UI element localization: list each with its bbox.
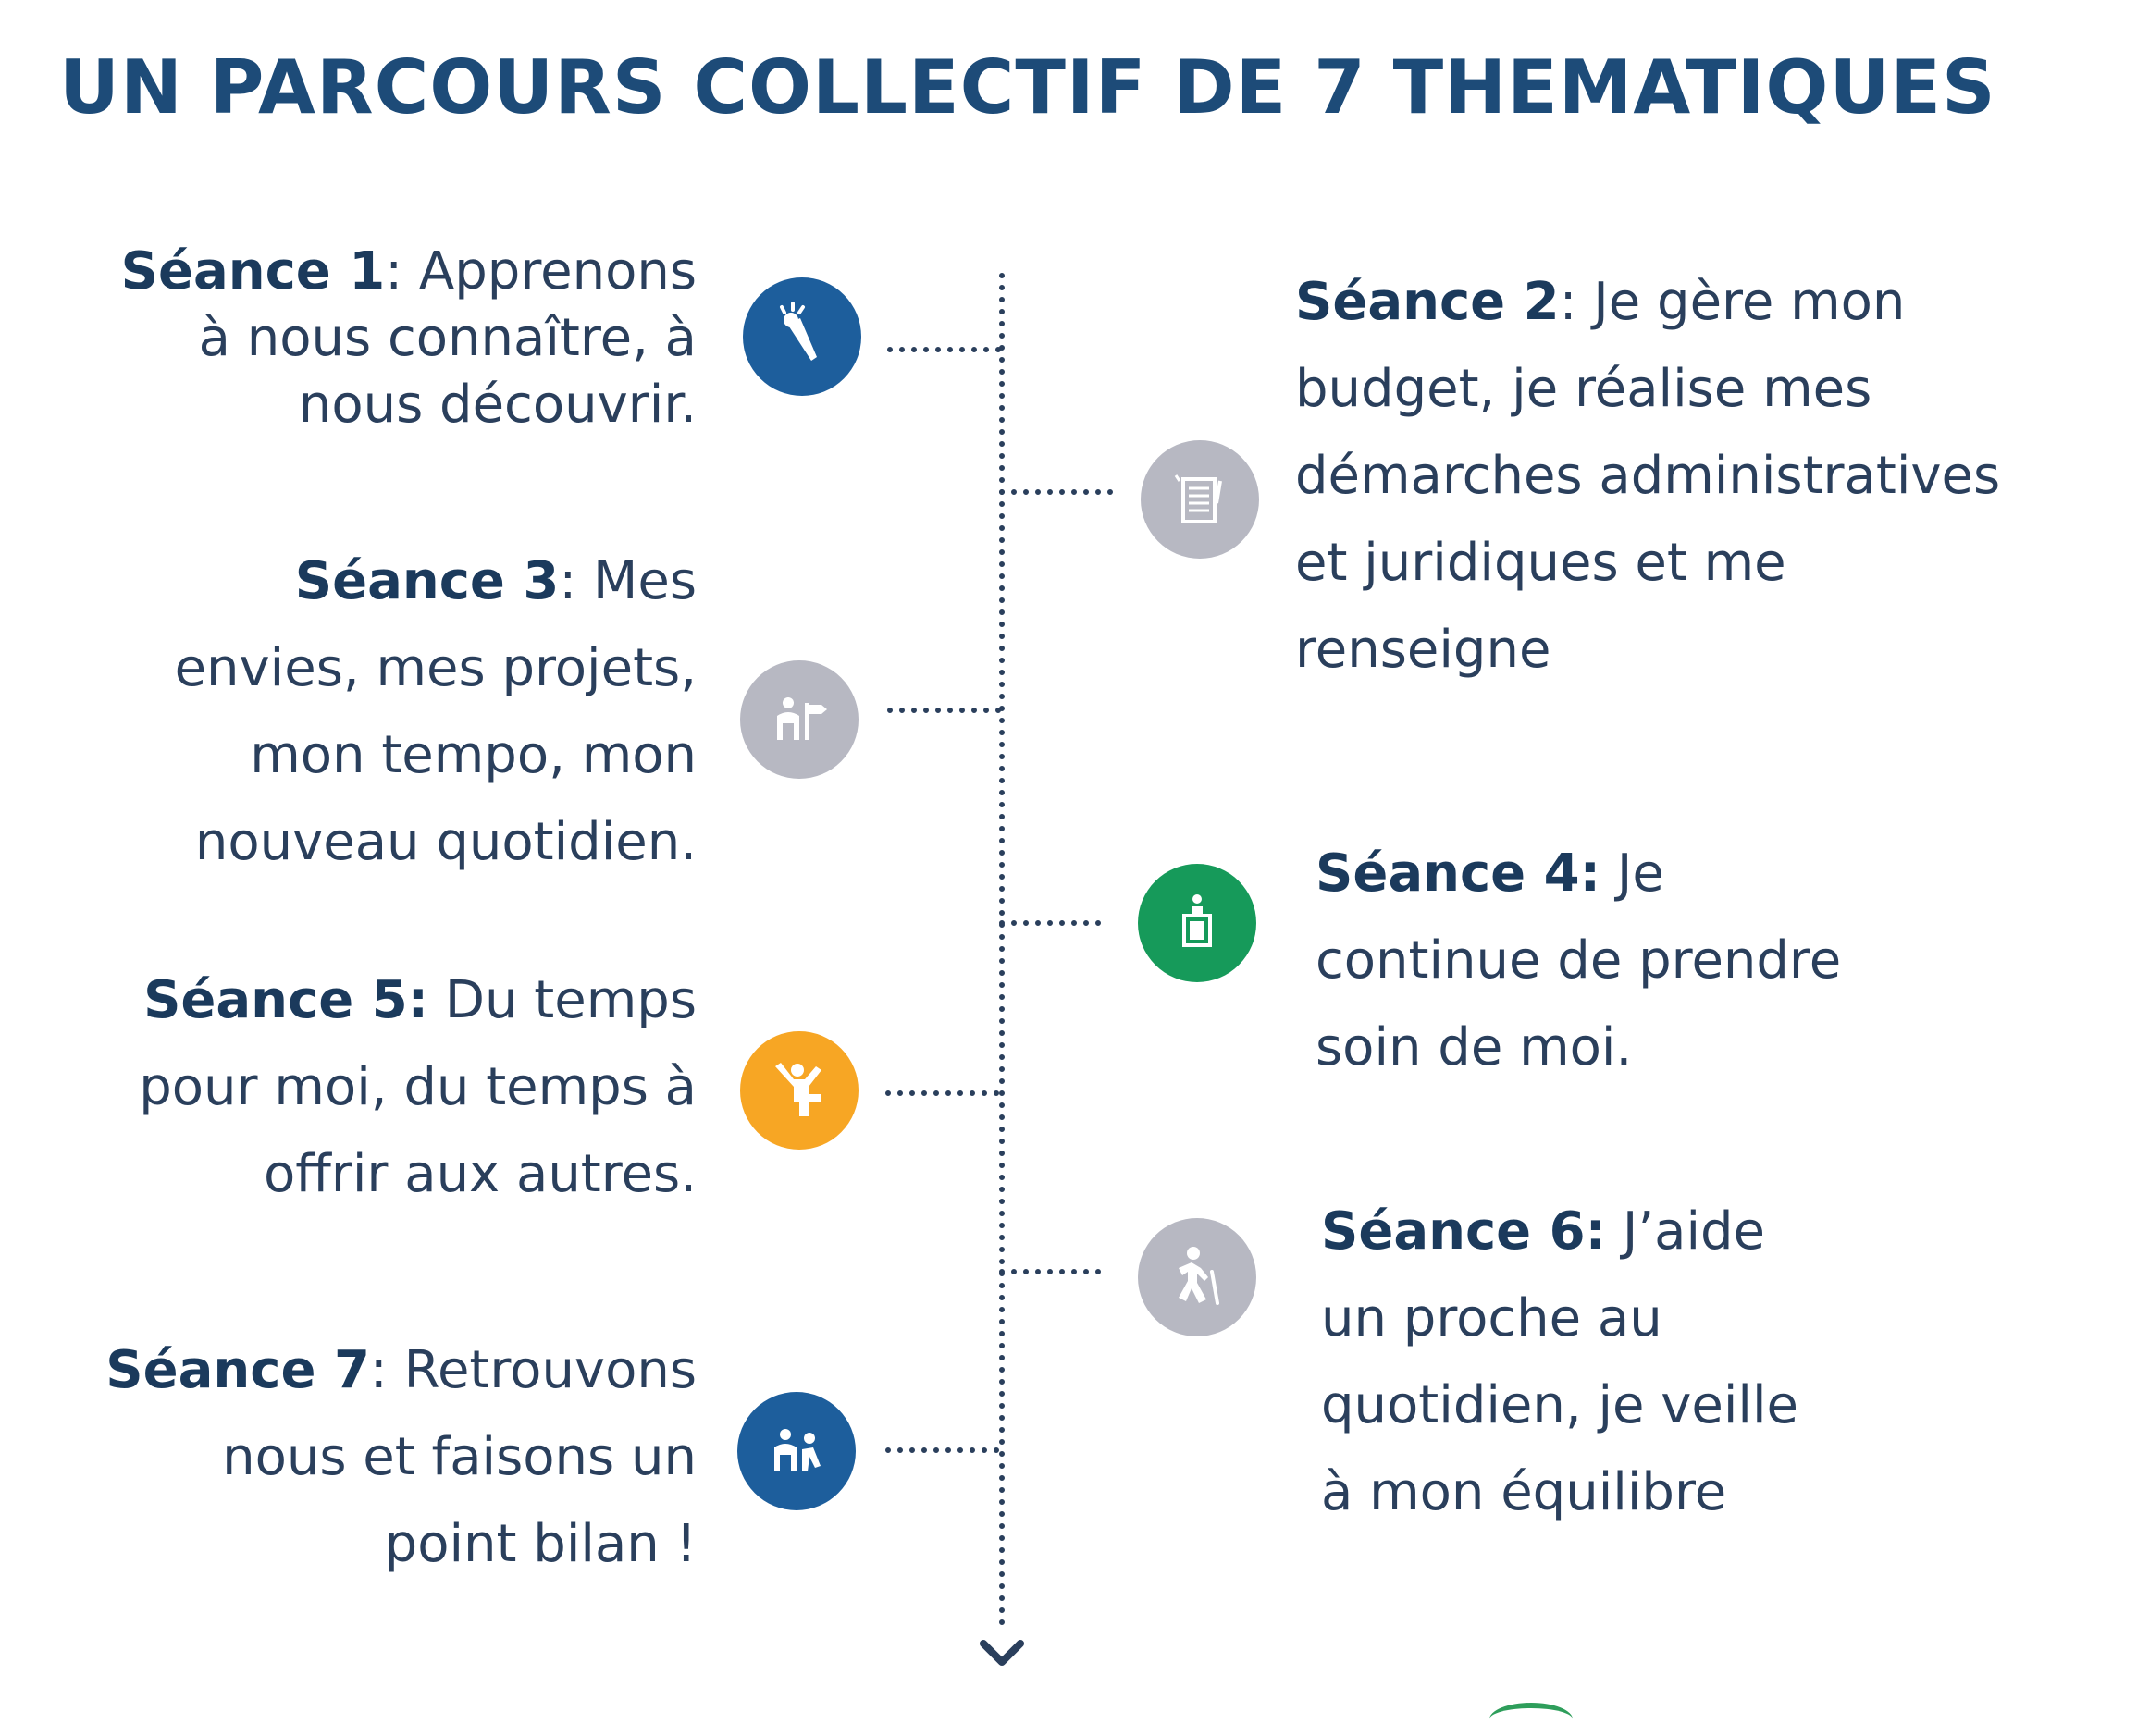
document-icon [1163, 462, 1237, 536]
session-5: Séance 5: Du temps pour moi, du temps à offrir aux autres. [139, 970, 697, 1204]
session-1: Séance 1: Apprenons à nous connaître, à nous découvrir. [120, 241, 697, 435]
session-5-icon [740, 1031, 859, 1150]
meeting-icon [760, 1414, 834, 1488]
session-2-icon [1141, 440, 1259, 559]
caregiver-icon [1160, 886, 1234, 960]
session-3: Séance 3: Mes envies, mes projets, mon tempo, mon nouveau quotidien. [174, 551, 697, 872]
page-title: UN PARCOURS COLLECTIF DE 7 THEMATIQUES [59, 44, 1996, 130]
session-4-icon [1138, 864, 1256, 982]
person-joy-icon [762, 1053, 836, 1127]
session-6: Séance 6: J’aide un proche au quotidien, je veille à mon équilibre [1321, 1201, 1799, 1522]
session-7: Séance 7: Retrouvons nous et faisons un point bilan ! [105, 1340, 697, 1574]
session-1-icon [743, 277, 861, 396]
signpost-icon [762, 683, 836, 757]
session-7-icon [737, 1392, 856, 1510]
timeline-arrow-head [983, 1644, 1020, 1662]
decorative-arc [1489, 1703, 1573, 1736]
flashlight-icon [765, 300, 839, 374]
session-6-icon [1138, 1218, 1256, 1336]
walking-elder-icon [1160, 1240, 1234, 1314]
session-2: Séance 2: Je gère mon budget, je réalise mes démarches administratives et juridiques et me renseigne [1295, 272, 2001, 680]
session-3-icon [740, 660, 859, 779]
session-4: Séance 4: Je continue de prendre soin de moi. [1316, 843, 1842, 1077]
